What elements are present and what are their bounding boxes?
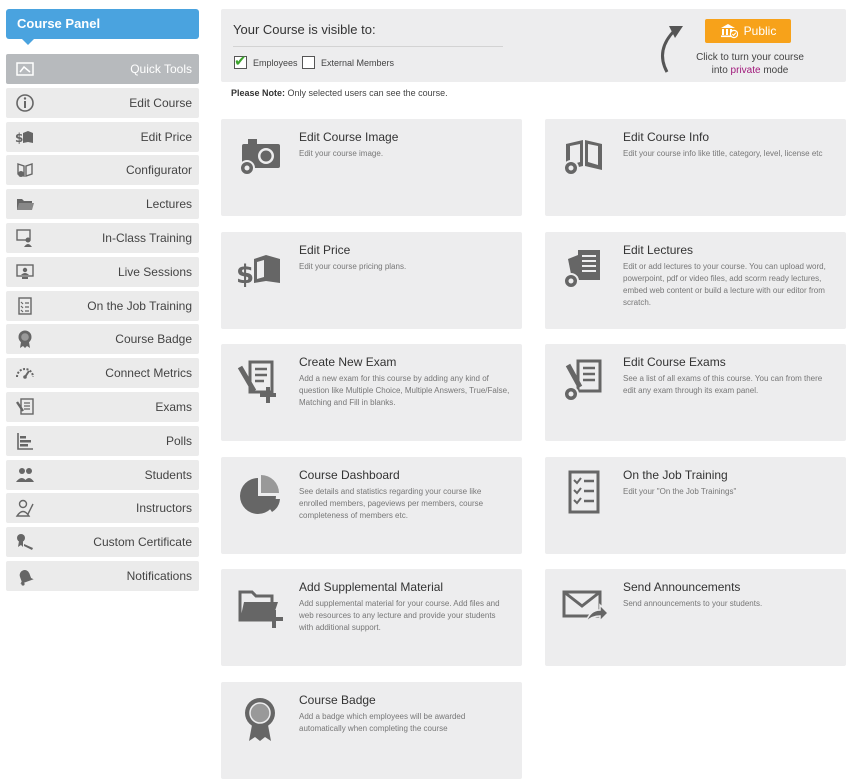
card-course-dashboard[interactable] [221,457,522,554]
sidebar-item-label: Custom Certificate [93,535,192,550]
instructor-icon [14,497,36,519]
checklist-icon [559,469,609,519]
sidebar-item-students[interactable] [6,460,199,490]
help-line-1: Click to turn your course [696,52,804,63]
info-icon [14,92,36,114]
exam-icon [14,396,36,418]
card-send-announcements[interactable] [545,569,846,666]
divider [233,46,503,47]
bank-icon [720,23,738,39]
card-description: Edit or add lectures to your course. You can upload word, powerpoint, pdf or video files, add scorm ready lectures, embed web content or build a lecture with our editor from scratch. [623,262,826,307]
sidebar-item-connect-metrics[interactable] [6,358,199,388]
sidebar-item-label: On the Job Training [87,298,192,313]
book-gear-icon [559,131,609,181]
card-description: Send announcements to your students. [623,599,763,608]
configurator-icon [14,159,36,181]
sidebar-item-label: Instructors [135,501,192,516]
card-edit-course-exams[interactable] [545,344,846,441]
checkbox-checked-icon[interactable] [234,56,247,69]
camera-gear-icon [235,131,285,181]
sidebar-item-label: Connect Metrics [105,366,192,381]
price-book-icon [235,244,285,294]
card-course-badge[interactable] [221,682,522,779]
sidebar-item-exams[interactable] [6,392,199,422]
sidebar-item-polls[interactable] [6,426,199,456]
sidebar-item-label: Edit Price [140,129,192,144]
card-description: Edit your "On the Job Trainings" [623,487,737,496]
documents-gear-icon [559,244,609,294]
sidebar-item-course-badge[interactable] [6,324,199,354]
employees-checkbox[interactable] [234,56,298,69]
sidebar-item-label: Notifications [126,568,192,583]
bell-icon [14,565,36,587]
external-members-label: External Members [321,57,395,68]
checklist-icon [14,295,36,317]
poll-icon [14,430,36,452]
please-note [231,88,448,98]
sidebar-item-on-the-job-training[interactable] [6,291,199,321]
sidebar-item-label: Students [144,467,192,482]
badge-icon [235,694,285,744]
course-panel-sidebar [6,9,199,595]
card-title: Send Announcements [623,580,741,594]
note-label: Please Note: [231,88,286,98]
sidebar-item-instructors[interactable] [6,493,199,523]
sidebar-item-custom-certificate[interactable] [6,527,199,557]
card-edit-lectures[interactable] [545,232,846,329]
sidebar-item-label: Configurator [125,163,192,178]
folder-add-icon [235,581,285,631]
sidebar-item-label: Quick Tools [130,62,192,76]
sidebar-item-label: Lectures [145,197,192,212]
badge-icon [14,328,36,350]
classroom-icon [14,227,36,249]
students-icon [14,464,36,486]
svg-text:$: $ [236,260,255,290]
card-title: Edit Course Image [299,130,399,144]
card-title: Course Badge [299,693,376,707]
card-title: Edit Course Exams [623,355,726,369]
card-description: Add a badge which employees will be awarded automatically when completing the course [299,712,466,733]
card-title: Edit Course Info [623,130,710,144]
exam-gear-icon [559,356,609,406]
metrics-icon [14,362,36,384]
curved-arrow-icon [653,20,689,76]
card-description: Add supplemental material for your course. Add files and web resources to any lecture and provide your students with additional support. [299,599,500,632]
help-line-2: into private mode [711,65,789,76]
card-on-the-job-training[interactable] [545,457,846,554]
sidebar-item-label: Exams [155,399,192,414]
card-edit-price[interactable] [221,232,522,329]
sidebar-item-in-class-training[interactable] [6,223,199,253]
sidebar-item-label: Polls [165,433,192,448]
card-description: Edit your course info like title, category, level, license etc [623,149,823,158]
card-edit-course-image[interactable] [221,119,522,216]
sidebar-item-quick-tools[interactable] [6,54,199,84]
card-edit-course-info[interactable] [545,119,846,216]
checkbox-unchecked-icon[interactable] [302,56,315,69]
card-title: Edit Lectures [623,243,694,257]
sidebar-item-label: In-Class Training [101,230,192,245]
card-title: Add Supplemental Material [299,580,444,594]
sidebar-item-label: Live Sessions [117,264,192,279]
public-help-text [688,51,812,77]
card-description: See a list of all exams of this course. You can from there edit any exam through its exam panel. [623,374,823,395]
envelope-send-icon [559,581,609,631]
card-description: Edit your course image. [299,149,384,158]
sidebar-nav [6,54,199,591]
visibility-title: Your Course is visible to: [233,22,376,37]
sidebar-item-label: Course Badge [115,332,192,347]
price-icon [14,126,36,148]
svg-text:$: $ [15,130,24,145]
sidebar-item-edit-course[interactable] [6,88,199,118]
card-description: Add a new exam for this course by adding any kind of question like Multiple Choice, Multiple Answers, True/False, Matching and Fill in blanks. [299,374,510,407]
card-title: Edit Price [299,243,351,257]
sidebar-item-lectures[interactable] [6,189,199,219]
public-button[interactable] [705,19,791,43]
employees-label: Employees [253,57,298,68]
exam-add-icon [235,356,285,406]
note-text: Only selected users can see the course. [287,88,448,98]
external-members-checkbox[interactable] [302,56,394,69]
card-title: Course Dashboard [299,468,400,482]
quick-tools-icon [14,58,36,80]
card-add-supplemental-material[interactable] [221,569,522,666]
sidebar-item-configurator[interactable] [6,155,199,185]
sidebar-item-live-sessions[interactable] [6,257,199,287]
sidebar-item-notifications[interactable] [6,561,199,591]
public-button-label: Public [743,24,777,38]
sidebar-item-label: Edit Course [129,95,192,110]
sidebar-item-edit-price[interactable] [6,122,199,152]
card-description: Edit your course pricing plans. [299,262,407,271]
card-title: Create New Exam [299,355,397,369]
private-link[interactable]: private [730,65,761,76]
pie-chart-icon [235,469,285,519]
card-create-new-exam[interactable] [221,344,522,441]
live-session-icon [14,261,36,283]
folder-icon [14,193,36,215]
card-description: See details and statistics regarding your course like enrolled members, pageviews per members, course completeness of members etc. [299,487,484,520]
course-panel-header: Course Panel [6,9,199,39]
certificate-icon [14,531,36,553]
visibility-panel [221,9,846,82]
card-title: On the Job Training [623,468,728,482]
